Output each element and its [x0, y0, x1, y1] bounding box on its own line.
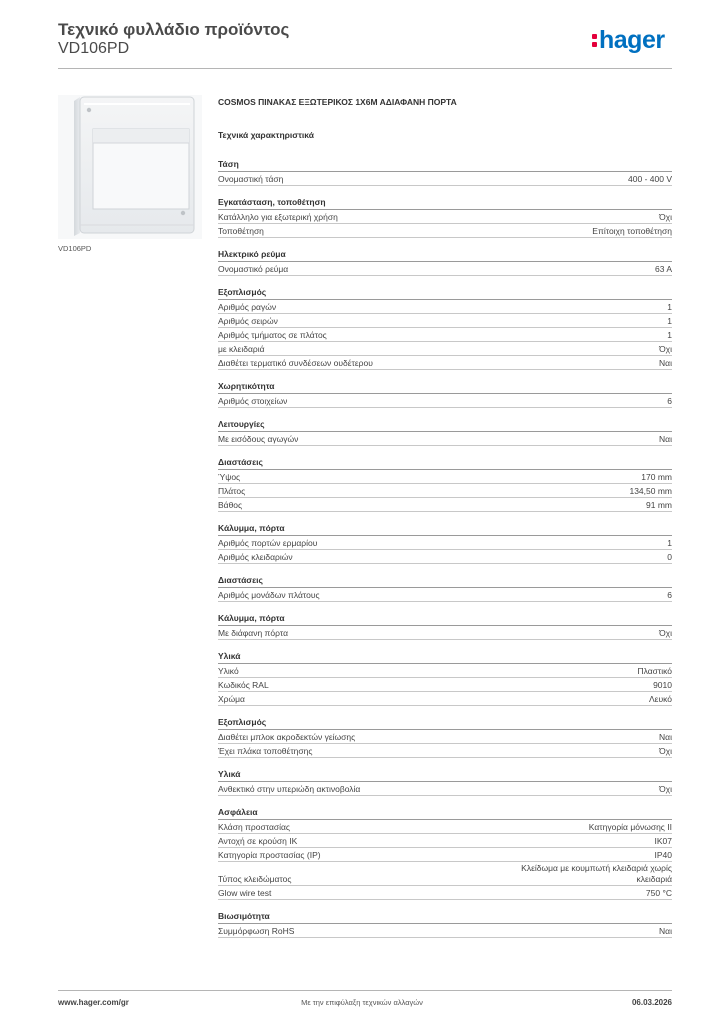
- spec-section: [218, 806, 672, 900]
- spec-label: με κλειδαριά: [218, 344, 265, 354]
- spec-label: Με εισόδους αγωγών: [218, 434, 299, 444]
- spec-row: [218, 550, 672, 564]
- spec-label: Τοποθέτηση: [218, 226, 264, 236]
- spec-label: Αριθμός σειρών: [218, 316, 278, 326]
- section-title: Κάλυμμα, πόρτα: [218, 612, 672, 626]
- spec-row: [218, 730, 672, 744]
- spec-value: 91 mm: [646, 500, 672, 510]
- spec-row: [218, 588, 672, 602]
- spec-section: [218, 380, 672, 408]
- spec-label: Αριθμός πορτών ερμαρίου: [218, 538, 318, 548]
- spec-label: Υλικό: [218, 666, 239, 676]
- spec-label: Κατάλληλο για εξωτερική χρήση: [218, 212, 338, 222]
- spec-value: 9010: [653, 680, 672, 690]
- spec-row: [218, 536, 672, 550]
- section-title: Λειτουργίες: [218, 418, 672, 432]
- hager-logo: [592, 26, 665, 55]
- section-title: Ηλεκτρικό ρεύμα: [218, 248, 672, 262]
- spec-label: Αριθμός στοιχείων: [218, 396, 288, 406]
- spec-row: [218, 356, 672, 370]
- spec-row: [218, 498, 672, 512]
- footer-date: 06.03.2026: [631, 998, 672, 1007]
- distribution-box-icon: [58, 95, 202, 239]
- spec-row: [218, 210, 672, 224]
- spec-row: [218, 848, 672, 862]
- specs-heading: Τεχνικά χαρακτηριστικά: [218, 130, 314, 140]
- section-title: Υλικά: [218, 650, 672, 664]
- section-title: Διαστάσεις: [218, 574, 672, 588]
- product-name: COSMOS ΠΙΝΑΚΑΣ ΕΞΩΤΕΡΙΚΟΣ 1Χ6Μ ΑΔΙΑΦΑΝΗ ΠΟΡΤΑ: [218, 97, 457, 107]
- spec-section: [218, 574, 672, 602]
- footer-note: Με την επιφύλαξη τεχνικών αλλαγών: [301, 998, 423, 1007]
- spec-label: Με διάφανη πόρτα: [218, 628, 288, 638]
- spec-value: Ναι: [659, 926, 672, 936]
- spec-value: 6: [667, 590, 672, 600]
- spec-label: Ανθεκτικό στην υπεριώδη ακτινοβολία: [218, 784, 361, 794]
- spec-row: [218, 342, 672, 356]
- spec-value: 750 °C: [645, 888, 672, 898]
- footer-url: www.hager.com/gr: [58, 998, 129, 1007]
- spec-label: Αριθμός ραγών: [218, 302, 277, 312]
- spec-value: 63 A: [654, 264, 672, 274]
- spec-value: Όχι: [659, 212, 672, 222]
- spec-value: 1: [667, 316, 672, 326]
- spec-section: [218, 158, 672, 186]
- spec-label: Αριθμός μονάδων πλάτους: [218, 590, 320, 600]
- spec-value: 6: [667, 396, 672, 406]
- spec-row: [218, 224, 672, 238]
- spec-value: 134,50 mm: [629, 486, 672, 496]
- section-title: Υλικά: [218, 768, 672, 782]
- section-title: Ασφάλεια: [218, 806, 672, 820]
- spec-section: [218, 196, 672, 238]
- spec-row: [218, 744, 672, 758]
- spec-row: [218, 626, 672, 640]
- image-caption: VD106PD: [58, 244, 92, 253]
- spec-label: Ονομαστική τάση: [218, 174, 284, 184]
- logo-text: hager: [599, 26, 665, 54]
- spec-label: Αριθμός κλειδαριών: [218, 552, 293, 562]
- spec-label: Συμμόρφωση RoHS: [218, 926, 295, 936]
- spec-section: [218, 768, 672, 796]
- footer-divider: [58, 990, 672, 991]
- spec-row: [218, 782, 672, 796]
- spec-label: Κλάση προστασίας: [218, 822, 291, 832]
- spec-value: 1: [667, 538, 672, 548]
- spec-value: Όχι: [659, 784, 672, 794]
- spec-row: [218, 432, 672, 446]
- spec-label: Διαθέτει μπλοκ ακροδεκτών γείωσης: [218, 732, 356, 742]
- spec-label: Αντοχή σε κρούση IK: [218, 836, 298, 846]
- spec-value: 170 mm: [641, 472, 672, 482]
- spec-label: Διαθέτει τερματικό συνδέσεων ουδέτερου: [218, 358, 373, 368]
- section-title: Εξοπλισμός: [218, 716, 672, 730]
- spec-section: [218, 418, 672, 446]
- spec-value: 400 - 400 V: [628, 174, 672, 184]
- spec-row: [218, 862, 672, 886]
- spec-row: [218, 394, 672, 408]
- spec-value: 1: [667, 302, 672, 312]
- section-title: Εξοπλισμός: [218, 286, 672, 300]
- spec-row: [218, 314, 672, 328]
- spec-value: Όχι: [659, 746, 672, 756]
- spec-section: [218, 716, 672, 758]
- section-title: Κάλυμμα, πόρτα: [218, 522, 672, 536]
- spec-label: Τύπος κλειδώματος: [218, 874, 292, 884]
- page-title: Τεχνικό φυλλάδιο προϊόντος: [58, 20, 290, 39]
- spec-value: Κατηγορία μόνωσης II: [588, 822, 672, 832]
- header-divider: [58, 68, 672, 69]
- spec-value: Επίτοιχη τοποθέτηση: [592, 226, 672, 236]
- spec-label: Ύψος: [218, 472, 241, 482]
- spec-label: Glow wire test: [218, 888, 272, 898]
- spec-value: Όχι: [659, 344, 672, 354]
- spec-value: Κλείδωμα με κουμπωτή κλειδαριά χωρίς κλειδαριά: [521, 863, 672, 884]
- spec-row: [218, 172, 672, 186]
- spec-row: [218, 820, 672, 834]
- spec-value: 0: [667, 552, 672, 562]
- section-title: Τάση: [218, 158, 672, 172]
- spec-section: [218, 248, 672, 276]
- logo-dots-icon: [592, 30, 597, 48]
- spec-value: Πλαστικό: [637, 666, 672, 676]
- spec-value: 1: [667, 330, 672, 340]
- spec-label: Κωδικός RAL: [218, 680, 269, 690]
- spec-label: Χρώμα: [218, 694, 245, 704]
- spec-row: [218, 886, 672, 900]
- spec-row: [218, 834, 672, 848]
- spec-section: [218, 612, 672, 640]
- section-title: Βιωσιμότητα: [218, 910, 672, 924]
- product-image: [58, 95, 202, 239]
- spec-value: Ναι: [659, 358, 672, 368]
- spec-section: [218, 286, 672, 370]
- spec-row: [218, 262, 672, 276]
- spec-label: Βάθος: [218, 500, 243, 510]
- spec-section: [218, 910, 672, 938]
- spec-row: [218, 664, 672, 678]
- spec-value: Όχι: [659, 628, 672, 638]
- spec-row: [218, 678, 672, 692]
- spec-value: IP40: [654, 850, 672, 860]
- spec-value: Λευκό: [649, 694, 672, 704]
- section-title: Διαστάσεις: [218, 456, 672, 470]
- spec-label: Αριθμός τμήματος σε πλάτος: [218, 330, 327, 340]
- section-title: Χωρητικότητα: [218, 380, 672, 394]
- spec-section: [218, 650, 672, 706]
- spec-value: Ναι: [659, 434, 672, 444]
- spec-row: [218, 328, 672, 342]
- spec-label: Ονομαστικό ρεύμα: [218, 264, 289, 274]
- spec-section: [218, 522, 672, 564]
- spec-row: [218, 300, 672, 314]
- product-code: VD106PD: [58, 40, 130, 57]
- spec-row: [218, 924, 672, 938]
- specs-table: [218, 158, 672, 948]
- spec-row: [218, 470, 672, 484]
- spec-label: Κατηγορία προστασίας (IP): [218, 850, 321, 860]
- spec-label: Έχει πλάκα τοποθέτησης: [218, 746, 313, 756]
- spec-row: [218, 484, 672, 498]
- spec-value: IK07: [654, 836, 672, 846]
- spec-label: Πλάτος: [218, 486, 246, 496]
- section-title: Εγκατάσταση, τοποθέτηση: [218, 196, 672, 210]
- spec-section: [218, 456, 672, 512]
- spec-value: Ναι: [659, 732, 672, 742]
- spec-row: [218, 692, 672, 706]
